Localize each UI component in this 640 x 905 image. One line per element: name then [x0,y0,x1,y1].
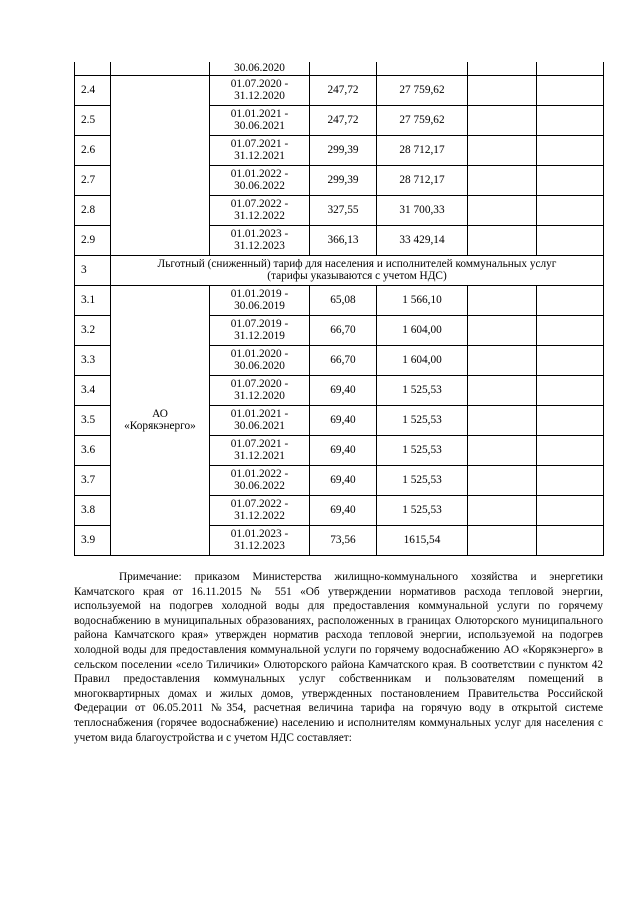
row-number-cell: 3.4 [75,375,111,405]
period-cell [210,285,310,315]
table-row [75,75,604,105]
period-end: 31.12.2023 [234,540,285,552]
period-end: 30.06.2020 [234,360,285,372]
table-row [75,62,604,75]
period-start: 01.01.2019 - [230,288,289,300]
period-start: 01.01.2023 - [230,228,289,240]
period-start: 01.07.2022 - [230,498,289,510]
empty-cell [468,75,537,105]
tariff-table-body [75,62,604,555]
period-start: 01.01.2021 - [230,408,289,420]
value-cell: 1 525,53 [377,375,468,405]
tariff-cell: 69,40 [310,495,377,525]
row-number-cell: 3.2 [75,315,111,345]
section-number-cell: 3 [75,255,111,285]
period-cell [210,495,310,525]
empty-cell [468,375,537,405]
value-cell: 27 759,62 [377,105,468,135]
value-cell: 28 712,17 [377,135,468,165]
value-cell: 1 525,53 [377,435,468,465]
organization-cell [111,285,210,555]
empty-cell [468,525,537,555]
value-cell: 1615,54 [377,525,468,555]
empty-cell [468,285,537,315]
empty-cell [468,435,537,465]
value-cell: 27 759,62 [377,75,468,105]
period-end: 31.12.2021 [234,450,285,462]
period-cell [210,225,310,255]
value-cell: 33 429,14 [377,225,468,255]
tariff-cell: 299,39 [310,165,377,195]
period-cell [210,525,310,555]
empty-cell [468,105,537,135]
tariff-cell: 247,72 [310,105,377,135]
empty-cell [468,62,537,75]
period-start: 01.07.2021 - [230,138,289,150]
period-end: 30.06.2022 [234,180,285,192]
period-start: 01.01.2021 - [230,108,289,120]
period-end: 30.06.2021 [234,420,285,432]
empty-cell [468,165,537,195]
period-end: 30.06.2022 [234,480,285,492]
value-cell: 28 712,17 [377,165,468,195]
empty-cell [537,285,604,315]
organization-name: «Корякэнерго» [124,420,196,432]
row-number-cell: 3.1 [75,285,111,315]
period-cell [210,345,310,375]
value-cell: 1 566,10 [377,285,468,315]
empty-cell [537,165,604,195]
row-number-cell: 2.4 [75,75,111,105]
period-start: 01.07.2021 - [230,438,289,450]
period-cell [210,135,310,165]
value-cell: 1 604,00 [377,315,468,345]
period-cell [210,165,310,195]
period-cell [210,195,310,225]
empty-cell [537,195,604,225]
row-number-cell: 2.5 [75,105,111,135]
value-cell: 1 525,53 [377,465,468,495]
period-end: 31.12.2022 [234,210,285,222]
empty-cell [537,495,604,525]
empty-cell [468,135,537,165]
period-end: 31.12.2021 [234,150,285,162]
period-end: 31.12.2022 [234,510,285,522]
empty-cell [537,435,604,465]
empty-cell [468,345,537,375]
empty-cell [468,465,537,495]
section-title-cell [111,255,604,285]
row-number-cell: 2.7 [75,165,111,195]
value-cell: 1 525,53 [377,495,468,525]
empty-cell [468,405,537,435]
tariff-cell [310,62,377,75]
tariff-cell: 69,40 [310,465,377,495]
row-number-cell: 3.9 [75,525,111,555]
period-cell [210,465,310,495]
section-header-row [75,255,604,285]
row-number-cell: 3.5 [75,405,111,435]
empty-cell [537,465,604,495]
row-number-cell: 3.6 [75,435,111,465]
tariff-cell: 69,40 [310,405,377,435]
tariff-cell: 69,40 [310,435,377,465]
period-start: 01.01.2022 - [230,468,289,480]
row-number-cell [75,62,111,75]
tariff-cell: 66,70 [310,345,377,375]
organization-cell [111,75,210,255]
row-number-cell: 3.7 [75,465,111,495]
empty-cell [537,62,604,75]
period-cell: 30.06.2020 [210,62,310,75]
organization-name: АО [152,408,168,420]
period-end: 31.12.2020 [234,90,285,102]
tariff-cell: 299,39 [310,135,377,165]
period-cell [210,75,310,105]
period-cell [210,375,310,405]
empty-cell [468,495,537,525]
empty-cell [537,315,604,345]
period-cell [210,405,310,435]
empty-cell [468,225,537,255]
table-row [75,285,604,315]
value-cell [377,62,468,75]
period-start: 01.01.2020 - [230,348,289,360]
section-title-line: Льготный (сниженный) тариф для населения и исполнителей коммунальных услуг [157,258,557,270]
period-start: 01.01.2023 - [230,528,289,540]
empty-cell [468,315,537,345]
section-title-line: (тарифы указываются с учетом НДС) [267,270,447,282]
empty-cell [537,75,604,105]
period-start: 01.07.2019 - [230,318,289,330]
tariff-cell: 66,70 [310,315,377,345]
row-number-cell: 3.3 [75,345,111,375]
period-start: 01.07.2020 - [230,378,289,390]
empty-cell [537,105,604,135]
empty-cell [537,525,604,555]
value-cell: 31 700,33 [377,195,468,225]
value-cell: 1 604,00 [377,345,468,375]
period-start: 01.01.2022 - [230,168,289,180]
tariff-table [74,62,604,556]
row-number-cell: 2.6 [75,135,111,165]
value-cell: 1 525,53 [377,405,468,435]
organization-cell [111,62,210,75]
empty-cell [537,375,604,405]
empty-cell [468,195,537,225]
period-start: 01.07.2020 - [230,78,289,90]
tariff-cell: 247,72 [310,75,377,105]
empty-cell [537,225,604,255]
tariff-cell: 65,08 [310,285,377,315]
row-number-cell: 3.8 [75,495,111,525]
period-start: 01.07.2022 - [230,198,289,210]
period-end: 31.12.2023 [234,240,285,252]
period-cell [210,105,310,135]
period-end: 30.06.2021 [234,120,285,132]
period-cell [210,315,310,345]
note-paragraph: Примечание: приказом Министерства жилищно-коммунального хозяйства и энергетики Камчатского края от 16.11.2015 № 551 «Об утверждении нормативов расхода тепловой энергии, используемой на подогрев холодной воды для предоставления коммунальной услуги по горячему водоснабжению в муниципальных образованиях, расположенных в границах Олюторского муниципального района Камчатского края» утвержден норматив расхода тепловой энергии, используемой на подогрев холодной воды для предоставления коммунальной услуги по горячему водоснабжению АО «Корякэнерго» в сельском поселении «село Тиличики» Олюторского района Камчатского края. В соответствии с пунктом 42 Правил предоставления коммунальных услуг собственникам и пользователям помещений в многоквартирных домах и жилых домов, утвержденных постановлением Правительства Российской Федерации от 06.05.2011 №354, расчетная величина тарифа на горячую воду в открытой системе теплоснабжения (горячее водоснабжение) населению и исполнителям коммунальных услуг для населения с учетом вида благоустройства и с учетом НДС составляет: [74,571,603,744]
row-number-cell: 2.9 [75,225,111,255]
period-end: 31.12.2019 [234,330,285,342]
period-end: 30.06.2019 [234,300,285,312]
empty-cell [537,405,604,435]
empty-cell [537,345,604,375]
period-cell [210,435,310,465]
tariff-cell: 366,13 [310,225,377,255]
period-end: 31.12.2020 [234,390,285,402]
tariff-cell: 327,55 [310,195,377,225]
row-number-cell: 2.8 [75,195,111,225]
tariff-cell: 73,56 [310,525,377,555]
empty-cell [537,135,604,165]
tariff-cell: 69,40 [310,375,377,405]
